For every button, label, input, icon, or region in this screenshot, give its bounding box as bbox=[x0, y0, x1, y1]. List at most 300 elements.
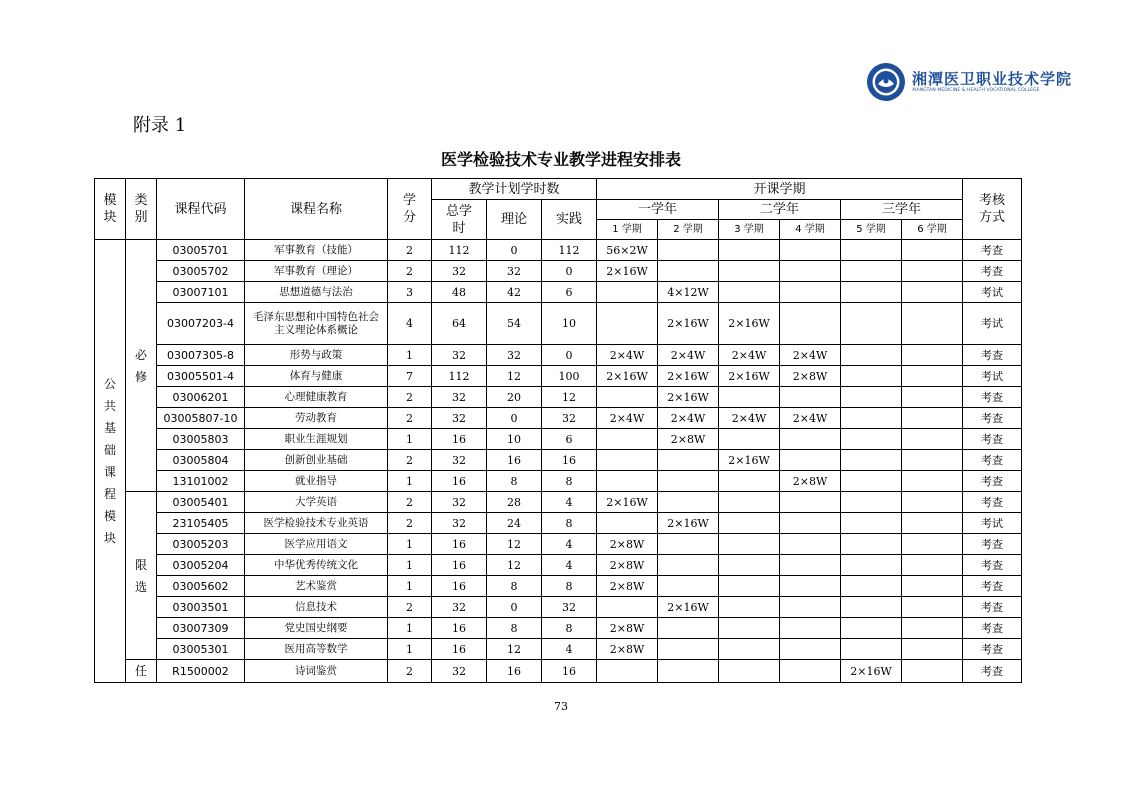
course-name: 职业生涯规划 bbox=[245, 429, 388, 450]
course-name: 医学检验技术专业英语 bbox=[245, 513, 388, 534]
practice-hours: 4 bbox=[542, 639, 597, 660]
theory-hours: 24 bbox=[487, 513, 542, 534]
practice-hours: 16 bbox=[542, 660, 597, 683]
total-hours: 16 bbox=[432, 576, 487, 597]
total-hours: 32 bbox=[432, 450, 487, 471]
total-hours: 112 bbox=[432, 240, 487, 261]
course-name: 诗词鉴赏 bbox=[245, 660, 388, 683]
credit: 1 bbox=[388, 345, 432, 366]
course-code: 03005602 bbox=[157, 576, 245, 597]
course-name: 军事教育（技能） bbox=[245, 240, 388, 261]
exam-method: 考查 bbox=[963, 387, 1022, 408]
credit: 2 bbox=[388, 513, 432, 534]
table-row bbox=[95, 408, 1022, 429]
practice-hours: 0 bbox=[542, 345, 597, 366]
semester-3 bbox=[719, 534, 780, 555]
semester-5 bbox=[841, 303, 902, 345]
theory-hours: 28 bbox=[487, 492, 542, 513]
semester-2: 2×16W bbox=[658, 513, 719, 534]
theory-hours: 42 bbox=[487, 282, 542, 303]
semester-2: 2×4W bbox=[658, 345, 719, 366]
theory-hours: 32 bbox=[487, 345, 542, 366]
header-semester-5: 5 学期 bbox=[841, 220, 902, 240]
semester-4 bbox=[780, 576, 841, 597]
header-hours-group: 教学计划学时数 bbox=[432, 179, 597, 200]
semester-1: 2×16W bbox=[597, 261, 658, 282]
semester-5 bbox=[841, 282, 902, 303]
semester-1 bbox=[597, 387, 658, 408]
course-name: 军事教育（理论） bbox=[245, 261, 388, 282]
course-code: 03005501-4 bbox=[157, 366, 245, 387]
appendix-label: 附录 1 bbox=[133, 115, 187, 136]
theory-hours: 8 bbox=[487, 576, 542, 597]
credit: 1 bbox=[388, 471, 432, 492]
semester-1 bbox=[597, 660, 658, 683]
semester-5 bbox=[841, 597, 902, 618]
course-code: R1500002 bbox=[157, 660, 245, 683]
semester-6 bbox=[902, 303, 963, 345]
course-name: 医用高等数学 bbox=[245, 639, 388, 660]
semester-6 bbox=[902, 387, 963, 408]
semester-6 bbox=[902, 282, 963, 303]
semester-6 bbox=[902, 639, 963, 660]
semester-3 bbox=[719, 261, 780, 282]
practice-hours: 8 bbox=[542, 618, 597, 639]
table-row bbox=[95, 303, 1022, 345]
college-logo bbox=[866, 62, 1072, 102]
semester-1: 2×4W bbox=[597, 408, 658, 429]
total-hours: 32 bbox=[432, 387, 487, 408]
semester-5 bbox=[841, 639, 902, 660]
semester-4 bbox=[780, 240, 841, 261]
course-name: 心理健康教育 bbox=[245, 387, 388, 408]
theory-hours: 0 bbox=[487, 597, 542, 618]
header-semester-1: 1 学期 bbox=[597, 220, 658, 240]
semester-2: 2×8W bbox=[658, 429, 719, 450]
practice-hours: 32 bbox=[542, 597, 597, 618]
semester-2: 2×16W bbox=[658, 366, 719, 387]
semester-3 bbox=[719, 429, 780, 450]
semester-1: 56×2W bbox=[597, 240, 658, 261]
semester-2 bbox=[658, 492, 719, 513]
practice-hours: 10 bbox=[542, 303, 597, 345]
theory-hours: 20 bbox=[487, 387, 542, 408]
exam-method: 考查 bbox=[963, 408, 1022, 429]
semester-4: 2×8W bbox=[780, 366, 841, 387]
header-exam-method: 考核 方式 bbox=[963, 179, 1022, 240]
total-hours: 32 bbox=[432, 261, 487, 282]
course-name: 中华优秀传统文化 bbox=[245, 555, 388, 576]
course-code: 23105405 bbox=[157, 513, 245, 534]
semester-5 bbox=[841, 492, 902, 513]
practice-hours: 8 bbox=[542, 471, 597, 492]
total-hours: 32 bbox=[432, 408, 487, 429]
exam-method: 考试 bbox=[963, 366, 1022, 387]
course-code: 13101002 bbox=[157, 471, 245, 492]
semester-2: 2×4W bbox=[658, 408, 719, 429]
semester-4: 2×8W bbox=[780, 471, 841, 492]
course-name: 艺术鉴赏 bbox=[245, 576, 388, 597]
semester-6 bbox=[902, 555, 963, 576]
table-row bbox=[95, 555, 1022, 576]
course-code: 03005702 bbox=[157, 261, 245, 282]
semester-5 bbox=[841, 534, 902, 555]
theory-hours: 10 bbox=[487, 429, 542, 450]
course-code: 03005804 bbox=[157, 450, 245, 471]
practice-hours: 112 bbox=[542, 240, 597, 261]
course-code: 03007203-4 bbox=[157, 303, 245, 345]
semester-1 bbox=[597, 303, 658, 345]
semester-5 bbox=[841, 471, 902, 492]
exam-method: 考查 bbox=[963, 345, 1022, 366]
semester-3 bbox=[719, 618, 780, 639]
table-row bbox=[95, 513, 1022, 534]
semester-2 bbox=[658, 660, 719, 683]
total-hours: 16 bbox=[432, 555, 487, 576]
logo-chinese-name: 湘潭医卫职业技术学院 bbox=[912, 70, 1073, 88]
table-row bbox=[95, 450, 1022, 471]
header-semester-6: 6 学期 bbox=[902, 220, 963, 240]
semester-5 bbox=[841, 450, 902, 471]
semester-3 bbox=[719, 387, 780, 408]
logo-english-name: XIANGTAN MEDICINE & HEALTH VOCATIONAL COLLEGE bbox=[912, 88, 1040, 93]
table-row bbox=[95, 534, 1022, 555]
credit: 2 bbox=[388, 660, 432, 683]
semester-4 bbox=[780, 450, 841, 471]
semester-1: 2×16W bbox=[597, 366, 658, 387]
semester-2: 2×16W bbox=[658, 597, 719, 618]
semester-6 bbox=[902, 366, 963, 387]
semester-5 bbox=[841, 618, 902, 639]
course-code: 03005301 bbox=[157, 639, 245, 660]
total-hours: 16 bbox=[432, 639, 487, 660]
practice-hours: 4 bbox=[542, 555, 597, 576]
header-semester-3: 3 学期 bbox=[719, 220, 780, 240]
semester-6 bbox=[902, 429, 963, 450]
exam-method: 考查 bbox=[963, 450, 1022, 471]
semester-6 bbox=[902, 513, 963, 534]
semester-3 bbox=[719, 597, 780, 618]
semester-2 bbox=[658, 576, 719, 597]
semester-3 bbox=[719, 471, 780, 492]
semester-6 bbox=[902, 660, 963, 683]
semester-4 bbox=[780, 555, 841, 576]
semester-6 bbox=[902, 597, 963, 618]
semester-2 bbox=[658, 450, 719, 471]
exam-method: 考查 bbox=[963, 261, 1022, 282]
practice-hours: 6 bbox=[542, 282, 597, 303]
semester-3 bbox=[719, 513, 780, 534]
semester-1 bbox=[597, 513, 658, 534]
table-row bbox=[95, 387, 1022, 408]
semester-5 bbox=[841, 261, 902, 282]
total-hours: 16 bbox=[432, 429, 487, 450]
table-row bbox=[95, 618, 1022, 639]
semester-4 bbox=[780, 387, 841, 408]
table-row bbox=[95, 492, 1022, 513]
header-course-code: 课程代码 bbox=[157, 179, 245, 240]
credit: 2 bbox=[388, 492, 432, 513]
table-row bbox=[95, 471, 1022, 492]
semester-4 bbox=[780, 303, 841, 345]
exam-method: 考查 bbox=[963, 429, 1022, 450]
total-hours: 48 bbox=[432, 282, 487, 303]
theory-hours: 0 bbox=[487, 408, 542, 429]
theory-hours: 8 bbox=[487, 618, 542, 639]
semester-4 bbox=[780, 492, 841, 513]
semester-6 bbox=[902, 534, 963, 555]
course-code: 03007101 bbox=[157, 282, 245, 303]
exam-method: 考试 bbox=[963, 513, 1022, 534]
semester-2: 2×16W bbox=[658, 387, 719, 408]
semester-6 bbox=[902, 576, 963, 597]
course-code: 03005204 bbox=[157, 555, 245, 576]
semester-1: 2×8W bbox=[597, 618, 658, 639]
semester-6 bbox=[902, 345, 963, 366]
semester-5 bbox=[841, 576, 902, 597]
total-hours: 32 bbox=[432, 660, 487, 683]
semester-3: 2×16W bbox=[719, 450, 780, 471]
semester-3 bbox=[719, 282, 780, 303]
semester-3 bbox=[719, 240, 780, 261]
theory-hours: 16 bbox=[487, 450, 542, 471]
semester-3: 2×4W bbox=[719, 408, 780, 429]
total-hours: 112 bbox=[432, 366, 487, 387]
semester-1 bbox=[597, 597, 658, 618]
table-row bbox=[95, 597, 1022, 618]
credit: 2 bbox=[388, 387, 432, 408]
semester-4 bbox=[780, 261, 841, 282]
semester-2: 4×12W bbox=[658, 282, 719, 303]
table-row bbox=[95, 660, 1022, 683]
semester-5: 2×16W bbox=[841, 660, 902, 683]
exam-method: 考查 bbox=[963, 639, 1022, 660]
exam-method: 考查 bbox=[963, 240, 1022, 261]
semester-6 bbox=[902, 471, 963, 492]
teaching-schedule-table bbox=[94, 178, 1022, 683]
total-hours: 16 bbox=[432, 471, 487, 492]
exam-method: 考查 bbox=[963, 576, 1022, 597]
semester-5 bbox=[841, 429, 902, 450]
semester-1 bbox=[597, 282, 658, 303]
table-row bbox=[95, 639, 1022, 660]
header-credit: 学 分 bbox=[388, 179, 432, 240]
exam-method: 考查 bbox=[963, 597, 1022, 618]
semester-1: 2×4W bbox=[597, 345, 658, 366]
credit: 1 bbox=[388, 618, 432, 639]
semester-4 bbox=[780, 618, 841, 639]
semester-3: 2×4W bbox=[719, 345, 780, 366]
semester-1: 2×8W bbox=[597, 639, 658, 660]
practice-hours: 100 bbox=[542, 366, 597, 387]
theory-hours: 12 bbox=[487, 639, 542, 660]
semester-3 bbox=[719, 639, 780, 660]
semester-5 bbox=[841, 345, 902, 366]
practice-hours: 32 bbox=[542, 408, 597, 429]
module-label: 公 共 基 础 课 程 模 块 bbox=[95, 240, 126, 683]
course-name: 思想道德与法治 bbox=[245, 282, 388, 303]
course-name: 就业指导 bbox=[245, 471, 388, 492]
practice-hours: 8 bbox=[542, 513, 597, 534]
semester-3 bbox=[719, 576, 780, 597]
practice-hours: 16 bbox=[542, 450, 597, 471]
exam-method: 考查 bbox=[963, 660, 1022, 683]
practice-hours: 0 bbox=[542, 261, 597, 282]
semester-1 bbox=[597, 450, 658, 471]
table-row bbox=[95, 240, 1022, 261]
course-code: 03005807-10 bbox=[157, 408, 245, 429]
semester-1: 2×8W bbox=[597, 576, 658, 597]
total-hours: 32 bbox=[432, 345, 487, 366]
course-name: 形势与政策 bbox=[245, 345, 388, 366]
header-year-3: 三学年 bbox=[841, 200, 963, 220]
semester-5 bbox=[841, 513, 902, 534]
table-row bbox=[95, 261, 1022, 282]
practice-hours: 4 bbox=[542, 534, 597, 555]
course-name: 体育与健康 bbox=[245, 366, 388, 387]
course-code: 03007309 bbox=[157, 618, 245, 639]
total-hours: 16 bbox=[432, 534, 487, 555]
semester-5 bbox=[841, 387, 902, 408]
semester-5 bbox=[841, 555, 902, 576]
total-hours: 64 bbox=[432, 303, 487, 345]
header-semester-group: 开课学期 bbox=[597, 179, 963, 200]
theory-hours: 12 bbox=[487, 366, 542, 387]
semester-2 bbox=[658, 534, 719, 555]
semester-1: 2×16W bbox=[597, 492, 658, 513]
credit: 2 bbox=[388, 450, 432, 471]
credit: 4 bbox=[388, 303, 432, 345]
credit: 2 bbox=[388, 240, 432, 261]
credit: 1 bbox=[388, 576, 432, 597]
total-hours: 32 bbox=[432, 492, 487, 513]
course-name: 大学英语 bbox=[245, 492, 388, 513]
semester-5 bbox=[841, 240, 902, 261]
category-limited-elective: 限 选 bbox=[126, 492, 157, 660]
header-year-2: 二学年 bbox=[719, 200, 841, 220]
theory-hours: 0 bbox=[487, 240, 542, 261]
semester-2 bbox=[658, 240, 719, 261]
semester-1 bbox=[597, 471, 658, 492]
course-name: 劳动教育 bbox=[245, 408, 388, 429]
header-module: 模 块 bbox=[95, 179, 126, 240]
header-year-1: 一学年 bbox=[597, 200, 719, 220]
total-hours: 16 bbox=[432, 618, 487, 639]
semester-4 bbox=[780, 639, 841, 660]
semester-2 bbox=[658, 471, 719, 492]
course-code: 03006201 bbox=[157, 387, 245, 408]
semester-3 bbox=[719, 660, 780, 683]
semester-6 bbox=[902, 450, 963, 471]
table-row bbox=[95, 429, 1022, 450]
course-code: 03005203 bbox=[157, 534, 245, 555]
college-seal-icon bbox=[866, 62, 906, 102]
theory-hours: 16 bbox=[487, 660, 542, 683]
practice-hours: 6 bbox=[542, 429, 597, 450]
total-hours: 32 bbox=[432, 597, 487, 618]
exam-method: 考试 bbox=[963, 282, 1022, 303]
semester-2: 2×16W bbox=[658, 303, 719, 345]
category-required: 必 修 bbox=[126, 240, 157, 492]
semester-6 bbox=[902, 240, 963, 261]
course-name: 医学应用语文 bbox=[245, 534, 388, 555]
table-row bbox=[95, 345, 1022, 366]
exam-method: 考查 bbox=[963, 471, 1022, 492]
semester-2 bbox=[658, 639, 719, 660]
semester-3 bbox=[719, 492, 780, 513]
exam-method: 考查 bbox=[963, 618, 1022, 639]
header-semester-2: 2 学期 bbox=[658, 220, 719, 240]
header-category: 类 别 bbox=[126, 179, 157, 240]
credit: 2 bbox=[388, 597, 432, 618]
course-code: 03007305-8 bbox=[157, 345, 245, 366]
semester-4 bbox=[780, 429, 841, 450]
exam-method: 考查 bbox=[963, 555, 1022, 576]
semester-5 bbox=[841, 408, 902, 429]
semester-4 bbox=[780, 597, 841, 618]
semester-6 bbox=[902, 408, 963, 429]
semester-4: 2×4W bbox=[780, 345, 841, 366]
table-row bbox=[95, 282, 1022, 303]
semester-4 bbox=[780, 660, 841, 683]
credit: 1 bbox=[388, 639, 432, 660]
semester-4 bbox=[780, 534, 841, 555]
header-course-name: 课程名称 bbox=[245, 179, 388, 240]
practice-hours: 12 bbox=[542, 387, 597, 408]
semester-2 bbox=[658, 555, 719, 576]
semester-1: 2×8W bbox=[597, 555, 658, 576]
credit: 7 bbox=[388, 366, 432, 387]
semester-2 bbox=[658, 261, 719, 282]
semester-5 bbox=[841, 366, 902, 387]
semester-6 bbox=[902, 618, 963, 639]
page-number: 73 bbox=[554, 700, 568, 713]
course-code: 03005701 bbox=[157, 240, 245, 261]
semester-3: 2×16W bbox=[719, 303, 780, 345]
theory-hours: 12 bbox=[487, 555, 542, 576]
semester-3 bbox=[719, 555, 780, 576]
semester-6 bbox=[902, 492, 963, 513]
credit: 2 bbox=[388, 408, 432, 429]
semester-4 bbox=[780, 282, 841, 303]
practice-hours: 8 bbox=[542, 576, 597, 597]
table-row bbox=[95, 366, 1022, 387]
header-practice-hours: 实践 bbox=[542, 200, 597, 240]
credit: 1 bbox=[388, 555, 432, 576]
semester-4 bbox=[780, 513, 841, 534]
practice-hours: 4 bbox=[542, 492, 597, 513]
semester-6 bbox=[902, 261, 963, 282]
total-hours: 32 bbox=[432, 513, 487, 534]
theory-hours: 54 bbox=[487, 303, 542, 345]
document-title: 医学检验技术专业教学进程安排表 bbox=[440, 150, 681, 169]
course-name: 信息技术 bbox=[245, 597, 388, 618]
header-theory-hours: 理论 bbox=[487, 200, 542, 240]
theory-hours: 8 bbox=[487, 471, 542, 492]
course-code: 03005401 bbox=[157, 492, 245, 513]
table-row bbox=[95, 576, 1022, 597]
header-total-hours: 总学 时 bbox=[432, 200, 487, 240]
course-name: 毛泽东思想和中国特色社会 主义理论体系概论 bbox=[245, 303, 388, 345]
category-elective: 任 bbox=[126, 660, 157, 683]
exam-method: 考查 bbox=[963, 534, 1022, 555]
theory-hours: 12 bbox=[487, 534, 542, 555]
semester-1 bbox=[597, 429, 658, 450]
credit: 2 bbox=[388, 261, 432, 282]
header-semester-4: 4 学期 bbox=[780, 220, 841, 240]
credit: 1 bbox=[388, 429, 432, 450]
credit: 3 bbox=[388, 282, 432, 303]
